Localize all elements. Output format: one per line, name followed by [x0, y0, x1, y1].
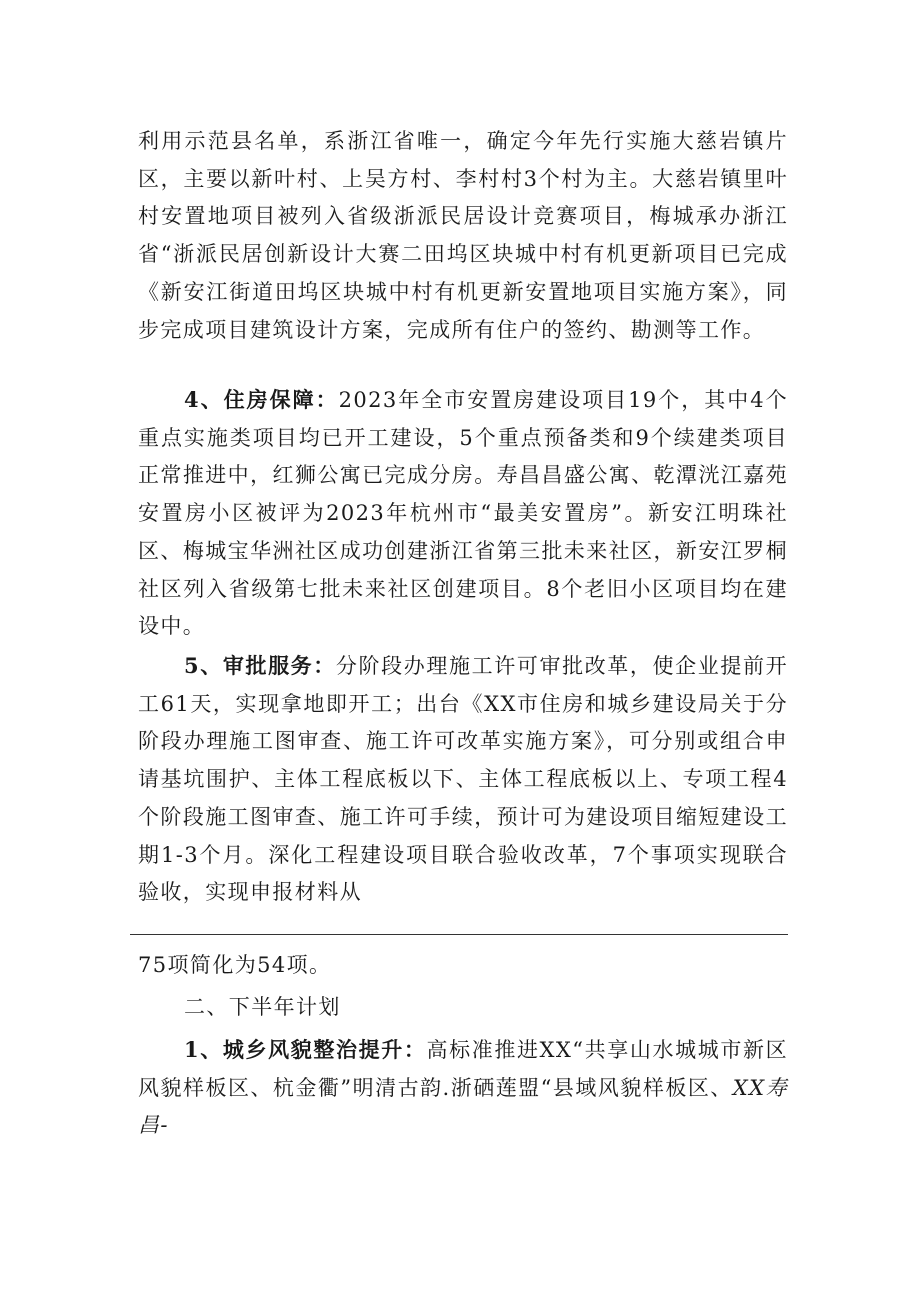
urban-rural-italic-tail: XX寿昌-: [138, 1075, 788, 1138]
housing-heading: 4、住房保障：: [184, 387, 339, 412]
approval-text: 分阶段办理施工许可审批改革，使企业提前开工61天，实现拿地即开工；出台《XX市住房和城乡建设局关于分阶段办理施工图审查、施工许可改革实施方案》，可分别或组合申请基坑围护、主体工程底板以下、主体工程底板以上、专项工程4个阶段施工图审查、施工许可手续，预计可为建设项目缩短建设工期1-3个月。深化工程建设项目联合验收改革，7个事项实现联合验收，实现申报材料从: [138, 654, 788, 905]
paragraph-continuation: [138, 947, 788, 985]
paragraph-1-text: 利用示范县名单，系浙江省唯一，确定今年先行实施大慈岩镇片区，主要以新叶村、上吴方村、李村村3个村为主。大慈岩镇里叶村安置地项目被列入省级浙派民居设计竞赛项目，梅城承办浙江省“浙派民居创新设计大赛二田坞区块城中村有机更新项目已完成《新安江街道田坞区块城中村有机更新安置地项目实施方案》，同步完成项目建筑设计方案，完成所有住户的签约、勘测等工作。: [138, 129, 788, 342]
paragraph-housing: [138, 381, 788, 646]
continuation-text: 75项简化为54项。: [138, 953, 332, 977]
page-break-divider: [130, 934, 788, 935]
section-title: [138, 989, 788, 1027]
paragraph-1: [138, 123, 788, 349]
approval-heading: 5、审批服务：: [184, 653, 336, 678]
paragraph-urban-rural: [138, 1031, 788, 1145]
urban-rural-text: 高标准推进XX“共享山水城城市新区风貌样板区、杭金衢”明清古韵.浙硒莲盟“县域风貌样板区、: [138, 1038, 788, 1100]
urban-rural-heading: 1、城乡风貌整治提升：: [184, 1037, 427, 1062]
section-2-title: 二、下半年计划: [184, 995, 341, 1019]
housing-text: 2023年全市安置房建设项目19个，其中4个重点实施类项目均已开工建设，5个重点预备类和9个续建类项目正常推进中，红狮公寓已完成分房。寿昌昌盛公寓、乾潭洸江嘉苑安置房小区被评为2023年杭州市“最美安置房”。新安江明珠社区、梅城宝华洲社区成功创建浙江省第三批未来社区，新安江罗桐社区列入省级第七批未来社区创建项目。8个老旧小区项目均在建设中。: [138, 388, 788, 639]
paragraph-approval: [138, 647, 788, 912]
